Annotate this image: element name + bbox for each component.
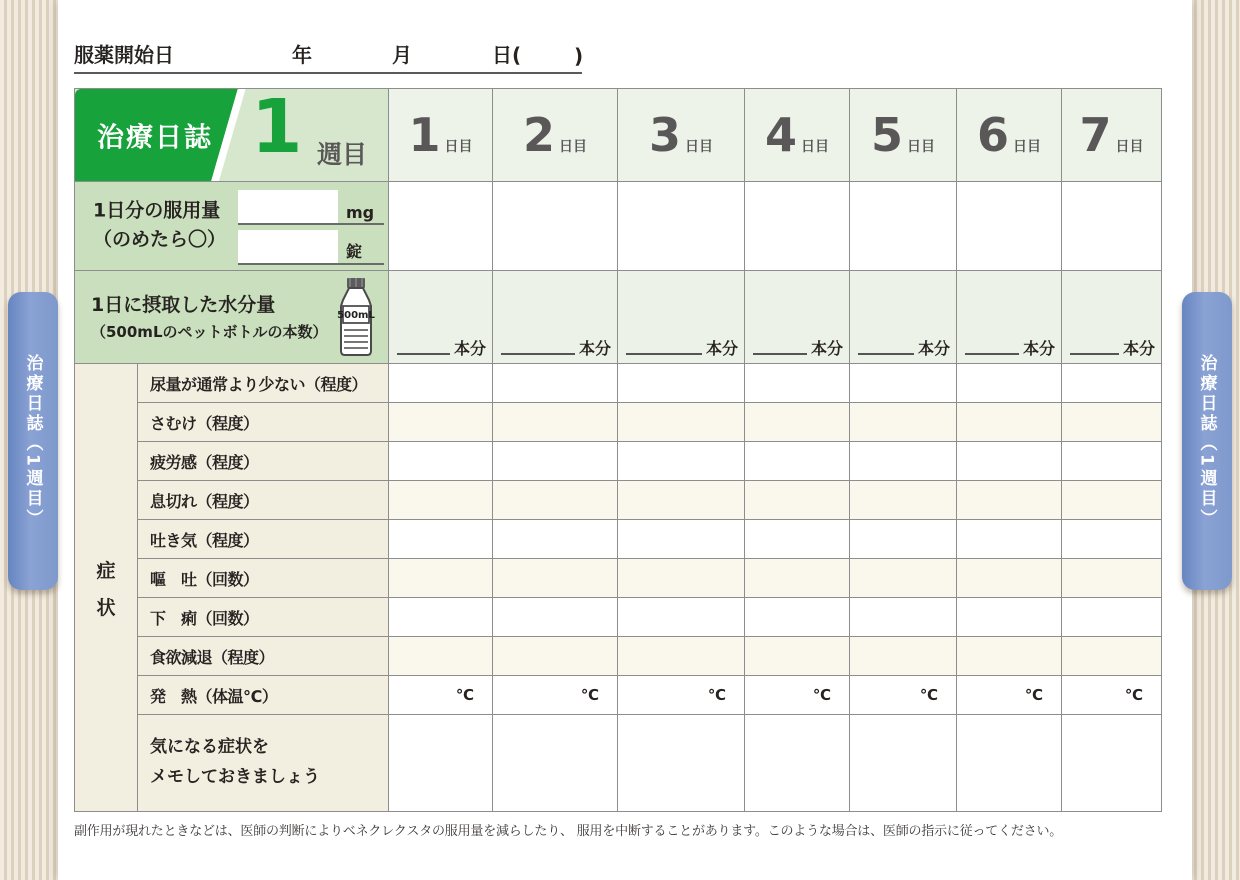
symptom-cell[interactable] (957, 559, 1061, 597)
bottle-volume-text: 500mL (337, 310, 375, 321)
symptom-cell[interactable] (493, 559, 617, 597)
symptom-cell[interactable] (1062, 481, 1161, 519)
symptom-cell[interactable] (493, 403, 617, 441)
day-suffix: 日目 (1115, 139, 1144, 155)
symptom-label-urine (138, 364, 388, 402)
day-label: 日( (492, 43, 522, 67)
symptom-label-text: 息切れ（程度） (150, 491, 259, 511)
symptom-cell[interactable] (1062, 559, 1161, 597)
water-cell-day5[interactable] (850, 271, 956, 363)
dosage-mg-input[interactable] (238, 190, 338, 223)
day-header-7 (1062, 89, 1161, 181)
symptom-label-diarrhea (138, 598, 388, 636)
day-header-5 (850, 89, 956, 181)
symptom-label-text: 尿量が通常より少ない（程度） (150, 374, 368, 394)
day-number: 4 (764, 108, 797, 162)
symptom-cell[interactable] (618, 364, 744, 402)
day-header-4 (745, 89, 849, 181)
symptom-cell[interactable] (850, 481, 956, 519)
water-cell-day6[interactable] (957, 271, 1061, 363)
water-cell-day1[interactable] (389, 271, 492, 363)
day-suffix: 日目 (444, 139, 473, 155)
dosage-cell-day7[interactable] (1062, 182, 1161, 270)
week-suffix: 週目 (317, 140, 368, 169)
symptom-cell[interactable] (957, 442, 1061, 480)
dosage-cell-day4[interactable] (745, 182, 849, 270)
water-cell-day2[interactable] (493, 271, 617, 363)
symptom-cell[interactable] (745, 559, 849, 597)
day-number: 7 (1079, 108, 1112, 162)
dosage-tablet-row (238, 228, 384, 265)
dosage-tablet-input[interactable] (238, 230, 338, 263)
symptom-cell[interactable] (1062, 442, 1161, 480)
symptom-cell[interactable] (389, 442, 492, 480)
celsius-unit-label: ℃ (812, 686, 831, 704)
day-number: 1 (408, 108, 441, 162)
symptom-cell[interactable] (850, 637, 956, 675)
day-suffix: 日目 (685, 139, 713, 155)
memo-cell-day3[interactable] (618, 715, 744, 811)
tablet-unit-label: 錠 (346, 242, 363, 261)
week-header (75, 89, 388, 181)
day-suffix: 日目 (1013, 139, 1041, 155)
memo-cell-day4[interactable] (745, 715, 849, 811)
fever-cell-day7[interactable] (1062, 676, 1161, 714)
symptom-label-text: 吐き気（程度） (150, 530, 259, 550)
day-suffix: 日目 (801, 139, 829, 155)
celsius-unit-label: ℃ (580, 686, 599, 704)
celsius-unit-label: ℃ (919, 686, 938, 704)
bottles-unit-label: 本分 (917, 339, 950, 358)
fever-cell-day3[interactable] (618, 676, 744, 714)
symptom-cell[interactable] (1062, 364, 1161, 402)
water-cell-day3[interactable] (618, 271, 744, 363)
bottles-unit-label: 本分 (1122, 339, 1155, 358)
memo-row-label (138, 715, 388, 811)
day-number: 5 (870, 108, 903, 162)
symptom-cell[interactable] (618, 637, 744, 675)
memo-cell-day2[interactable] (493, 715, 617, 811)
bottles-unit-label: 本分 (705, 339, 738, 358)
celsius-unit-label: ℃ (1024, 686, 1043, 704)
symptom-cell[interactable] (493, 520, 617, 558)
symptom-cell[interactable] (850, 364, 956, 402)
day-suffix: 日目 (559, 139, 587, 155)
symptom-cell[interactable] (745, 637, 849, 675)
symptom-cell[interactable] (389, 520, 492, 558)
fill-line (965, 353, 1019, 355)
symptom-label-breathlessness (138, 481, 388, 519)
symptom-label-text: 嘔 吐（回数） (150, 569, 259, 589)
symptom-cell[interactable] (850, 598, 956, 636)
symptom-cell[interactable] (1062, 403, 1161, 441)
diary-title: 治療日誌 (97, 122, 213, 154)
memo-cell-day7[interactable] (1062, 715, 1161, 811)
symptom-cell[interactable] (957, 364, 1061, 402)
symptom-label-vomiting (138, 559, 388, 597)
symptom-cell[interactable] (850, 559, 956, 597)
symptom-label-fever (138, 676, 388, 714)
dosage-cell-day2[interactable] (493, 182, 617, 270)
bottles-unit-label: 本分 (810, 339, 843, 358)
side-tab-left: 治療日誌（1週目） (8, 292, 58, 590)
memo-cell-day5[interactable] (850, 715, 956, 811)
start-date-label: 服薬開始日 (74, 43, 174, 67)
water-row-label (75, 271, 388, 363)
symptom-cell[interactable] (493, 637, 617, 675)
day-number: 3 (648, 108, 681, 162)
fever-cell-day4[interactable] (745, 676, 849, 714)
day-suffix: 日目 (907, 139, 935, 155)
week-number: 1 (251, 89, 303, 170)
symptom-cell[interactable] (493, 442, 617, 480)
symptom-cell[interactable] (618, 442, 744, 480)
medication-start-date-line (74, 40, 582, 74)
symptom-cell[interactable] (1062, 637, 1161, 675)
memo-cell-day6[interactable] (957, 715, 1061, 811)
fill-line (753, 353, 807, 355)
symptom-label-text: さむけ（程度） (150, 413, 259, 433)
symptom-cell[interactable] (850, 403, 956, 441)
fever-cell-day6[interactable] (957, 676, 1061, 714)
dosage-label-line2: （のめたら〇） (93, 229, 227, 251)
day-number: 6 (976, 108, 1009, 162)
year-label: 年 (292, 43, 312, 67)
dosage-inputs (238, 188, 384, 268)
month-label: 月 (392, 43, 412, 67)
water-label-line2: （500mLのペットボトルの本数） (91, 323, 328, 342)
fill-line (501, 353, 575, 355)
symptom-label-text: 発 熱（体温℃） (150, 686, 278, 706)
water-cell-day7[interactable] (1062, 271, 1161, 363)
memo-cell-day1[interactable] (389, 715, 492, 811)
celsius-unit-label: ℃ (1124, 686, 1143, 704)
symptom-cell[interactable] (618, 559, 744, 597)
fill-line (858, 353, 914, 355)
symptom-cell[interactable] (389, 637, 492, 675)
fever-cell-day5[interactable] (850, 676, 956, 714)
symptom-cell[interactable] (618, 403, 744, 441)
day-header-2 (493, 89, 617, 181)
symptom-label-nausea (138, 520, 388, 558)
day-header-3 (618, 89, 744, 181)
symptom-cell[interactable] (618, 598, 744, 636)
symptom-cell[interactable] (745, 403, 849, 441)
day-header-1 (389, 89, 492, 181)
symptom-cell[interactable] (493, 364, 617, 402)
bottles-unit-label: 本分 (1022, 339, 1055, 358)
dosage-cell-day6[interactable] (957, 182, 1061, 270)
symptoms-char-1: 症 (96, 559, 116, 582)
symptom-cell[interactable] (389, 598, 492, 636)
symptom-cell[interactable] (745, 598, 849, 636)
water-cell-day4[interactable] (745, 271, 849, 363)
symptom-cell[interactable] (493, 598, 617, 636)
dosage-label-text (93, 197, 226, 256)
fever-cell-day1[interactable] (389, 676, 492, 714)
symptom-cell[interactable] (493, 481, 617, 519)
symptom-label-fatigue (138, 442, 388, 480)
symptom-cell[interactable] (957, 520, 1061, 558)
mg-unit-label: mg (346, 203, 375, 222)
symptom-cell[interactable] (745, 481, 849, 519)
symptom-label-chills (138, 403, 388, 441)
symptom-cell[interactable] (745, 364, 849, 402)
symptom-cell[interactable] (389, 403, 492, 441)
side-tab-right: 治療日誌（1週目） (1182, 292, 1232, 590)
dosage-row-label (75, 182, 388, 270)
fill-line (626, 353, 702, 355)
dosage-cell-day3[interactable] (618, 182, 744, 270)
memo-label-line1: 気になる症状を (150, 737, 269, 758)
memo-label-line2: メモしておきましょう (150, 767, 320, 787)
symptom-cell[interactable] (850, 520, 956, 558)
symptom-cell[interactable] (850, 442, 956, 480)
symptom-label-appetite-loss (138, 637, 388, 675)
dosage-label-line1: 1日分の服用量 (93, 199, 221, 222)
fill-line (397, 353, 450, 355)
side-effects-footnote: 副作用が現れたときなどは、医師の判断によりベネクレクスタの服用量を減らしたり、 服用を中断することがあります。このような場合は、医師の指示に従ってください。 (74, 824, 1063, 839)
water-bottle-icon (330, 276, 382, 358)
symptom-label-text: 疲労感（程度） (150, 452, 259, 472)
water-label-text (91, 290, 328, 344)
bottles-unit-label: 本分 (578, 339, 611, 358)
fill-line (1070, 353, 1119, 355)
symptom-label-text: 食欲減退（程度） (150, 647, 275, 667)
symptom-cell[interactable] (618, 481, 744, 519)
day-header-6 (957, 89, 1061, 181)
symptom-cell[interactable] (389, 364, 492, 402)
symptom-cell[interactable] (618, 520, 744, 558)
symptom-cell[interactable] (957, 598, 1061, 636)
symptom-cell[interactable] (1062, 520, 1161, 558)
symptom-cell[interactable] (957, 403, 1061, 441)
symptom-cell[interactable] (389, 481, 492, 519)
fever-cell-day2[interactable] (493, 676, 617, 714)
dosage-cell-day1[interactable] (389, 182, 492, 270)
celsius-unit-label: ℃ (707, 686, 726, 704)
symptom-cell[interactable] (745, 442, 849, 480)
dosage-mg-row (238, 188, 384, 225)
symptom-cell[interactable] (1062, 598, 1161, 636)
day-number: 2 (522, 108, 555, 162)
bottles-unit-label: 本分 (453, 339, 486, 358)
dosage-cell-day5[interactable] (850, 182, 956, 270)
symptom-cell[interactable] (389, 559, 492, 597)
close-paren: ) (574, 44, 584, 68)
diary-table (74, 88, 1162, 812)
symptom-cell[interactable] (957, 481, 1061, 519)
symptom-label-text: 下 痢（回数） (150, 608, 259, 628)
diary-page (58, 0, 1192, 880)
water-label-line1: 1日に摂取した水分量 (91, 293, 276, 316)
symptoms-section-header (75, 364, 137, 811)
symptom-cell[interactable] (745, 520, 849, 558)
symptom-cell[interactable] (957, 637, 1061, 675)
celsius-unit-label: ℃ (455, 686, 474, 704)
memo-label-text (138, 733, 320, 793)
symptoms-char-2: 状 (96, 596, 116, 619)
